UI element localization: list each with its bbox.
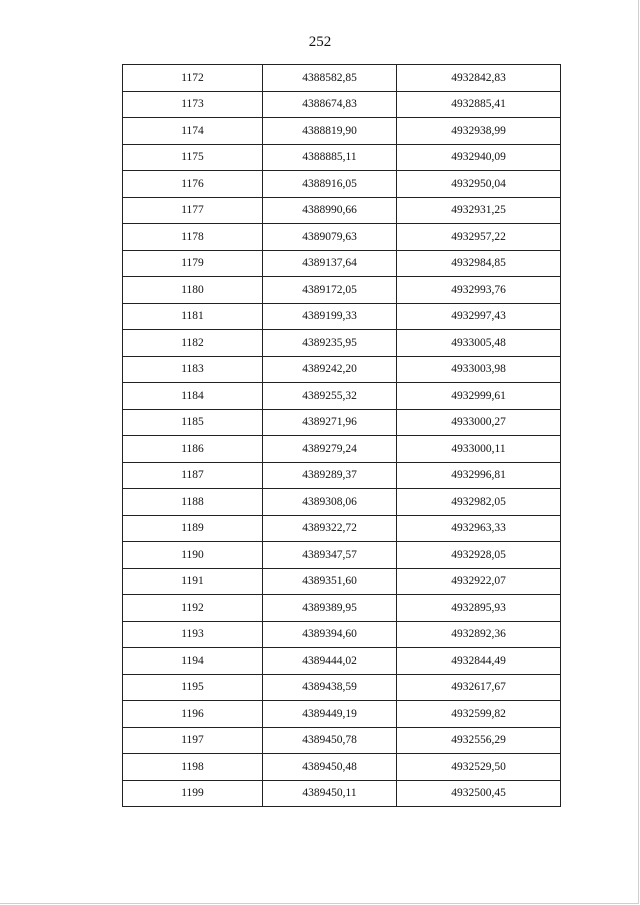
table-row	[123, 542, 561, 569]
table-row	[123, 754, 561, 781]
point-number-cell: 1188	[123, 489, 263, 516]
table-row	[123, 727, 561, 754]
point-number-cell: 1179	[123, 250, 263, 277]
x-coordinate-cell: 4388674,83	[263, 91, 397, 118]
point-number-cell: 1193	[123, 621, 263, 648]
y-coordinate-cell: 4932617,67	[397, 674, 561, 701]
point-number-cell: 1199	[123, 780, 263, 807]
point-number-cell: 1196	[123, 701, 263, 728]
x-coordinate-cell: 4389279,24	[263, 436, 397, 463]
x-coordinate-cell: 4389450,11	[263, 780, 397, 807]
point-number-cell: 1175	[123, 144, 263, 171]
point-number-cell: 1181	[123, 303, 263, 330]
table-row	[123, 515, 561, 542]
x-coordinate-cell: 4389450,78	[263, 727, 397, 754]
y-coordinate-cell: 4932842,83	[397, 65, 561, 92]
y-coordinate-cell: 4932844,49	[397, 648, 561, 675]
y-coordinate-cell: 4932922,07	[397, 568, 561, 595]
y-coordinate-cell: 4932892,36	[397, 621, 561, 648]
x-coordinate-cell: 4389389,95	[263, 595, 397, 622]
x-coordinate-cell: 4388819,90	[263, 118, 397, 145]
x-coordinate-cell: 4389308,06	[263, 489, 397, 516]
table-row	[123, 277, 561, 304]
table-body	[123, 65, 561, 807]
point-number-cell: 1190	[123, 542, 263, 569]
table-row	[123, 436, 561, 463]
point-number-cell: 1183	[123, 356, 263, 383]
page-number: 252	[308, 34, 332, 50]
table-row	[123, 224, 561, 251]
point-number-cell: 1185	[123, 409, 263, 436]
x-coordinate-cell: 4389394,60	[263, 621, 397, 648]
table-row	[123, 330, 561, 357]
y-coordinate-cell: 4933000,27	[397, 409, 561, 436]
table-row	[123, 568, 561, 595]
point-number-cell: 1194	[123, 648, 263, 675]
table-row	[123, 356, 561, 383]
table-row	[123, 409, 561, 436]
x-coordinate-cell: 4389438,59	[263, 674, 397, 701]
x-coordinate-cell: 4389235,95	[263, 330, 397, 357]
point-number-cell: 1173	[123, 91, 263, 118]
x-coordinate-cell: 4389137,64	[263, 250, 397, 277]
y-coordinate-cell: 4932931,25	[397, 197, 561, 224]
table-row	[123, 383, 561, 410]
y-coordinate-cell: 4932895,93	[397, 595, 561, 622]
table-row	[123, 65, 561, 92]
x-coordinate-cell: 4389322,72	[263, 515, 397, 542]
x-coordinate-cell: 4388885,11	[263, 144, 397, 171]
point-number-cell: 1195	[123, 674, 263, 701]
x-coordinate-cell: 4389199,33	[263, 303, 397, 330]
x-coordinate-cell: 4388582,85	[263, 65, 397, 92]
x-coordinate-cell: 4389079,63	[263, 224, 397, 251]
table-row	[123, 250, 561, 277]
point-number-cell: 1178	[123, 224, 263, 251]
point-number-cell: 1192	[123, 595, 263, 622]
y-coordinate-cell: 4933003,98	[397, 356, 561, 383]
point-number-cell: 1174	[123, 118, 263, 145]
x-coordinate-cell: 4388990,66	[263, 197, 397, 224]
table-row	[123, 171, 561, 198]
y-coordinate-cell: 4933005,48	[397, 330, 561, 357]
table-row	[123, 462, 561, 489]
y-coordinate-cell: 4933000,11	[397, 436, 561, 463]
table-row	[123, 701, 561, 728]
y-coordinate-cell: 4932996,81	[397, 462, 561, 489]
x-coordinate-cell: 4389449,19	[263, 701, 397, 728]
point-number-cell: 1180	[123, 277, 263, 304]
y-coordinate-cell: 4932940,09	[397, 144, 561, 171]
table-row	[123, 118, 561, 145]
point-number-cell: 1176	[123, 171, 263, 198]
y-coordinate-cell: 4932984,85	[397, 250, 561, 277]
table-row	[123, 303, 561, 330]
y-coordinate-cell: 4932556,29	[397, 727, 561, 754]
table-row	[123, 648, 561, 675]
point-number-cell: 1187	[123, 462, 263, 489]
y-coordinate-cell: 4932599,82	[397, 701, 561, 728]
coordinates-table	[122, 64, 561, 807]
point-number-cell: 1186	[123, 436, 263, 463]
table-row	[123, 595, 561, 622]
point-number-cell: 1182	[123, 330, 263, 357]
y-coordinate-cell: 4932885,41	[397, 91, 561, 118]
x-coordinate-cell: 4389450,48	[263, 754, 397, 781]
y-coordinate-cell: 4932500,45	[397, 780, 561, 807]
y-coordinate-cell: 4932993,76	[397, 277, 561, 304]
y-coordinate-cell: 4932928,05	[397, 542, 561, 569]
y-coordinate-cell: 4932950,04	[397, 171, 561, 198]
y-coordinate-cell: 4932999,61	[397, 383, 561, 410]
x-coordinate-cell: 4389444,02	[263, 648, 397, 675]
y-coordinate-cell: 4932957,22	[397, 224, 561, 251]
x-coordinate-cell: 4389289,37	[263, 462, 397, 489]
y-coordinate-cell: 4932938,99	[397, 118, 561, 145]
point-number-cell: 1197	[123, 727, 263, 754]
y-coordinate-cell: 4932529,50	[397, 754, 561, 781]
point-number-cell: 1177	[123, 197, 263, 224]
x-coordinate-cell: 4389271,96	[263, 409, 397, 436]
x-coordinate-cell: 4389172,05	[263, 277, 397, 304]
table-row	[123, 780, 561, 807]
table-row	[123, 144, 561, 171]
table-row	[123, 674, 561, 701]
x-coordinate-cell: 4388916,05	[263, 171, 397, 198]
x-coordinate-cell: 4389255,32	[263, 383, 397, 410]
table-row	[123, 621, 561, 648]
y-coordinate-cell: 4932963,33	[397, 515, 561, 542]
y-coordinate-cell: 4932982,05	[397, 489, 561, 516]
y-coordinate-cell: 4932997,43	[397, 303, 561, 330]
point-number-cell: 1184	[123, 383, 263, 410]
x-coordinate-cell: 4389351,60	[263, 568, 397, 595]
x-coordinate-cell: 4389242,20	[263, 356, 397, 383]
point-number-cell: 1198	[123, 754, 263, 781]
point-number-cell: 1189	[123, 515, 263, 542]
x-coordinate-cell: 4389347,57	[263, 542, 397, 569]
table-row	[123, 489, 561, 516]
table-row	[123, 91, 561, 118]
table-row	[123, 197, 561, 224]
point-number-cell: 1191	[123, 568, 263, 595]
point-number-cell: 1172	[123, 65, 263, 92]
